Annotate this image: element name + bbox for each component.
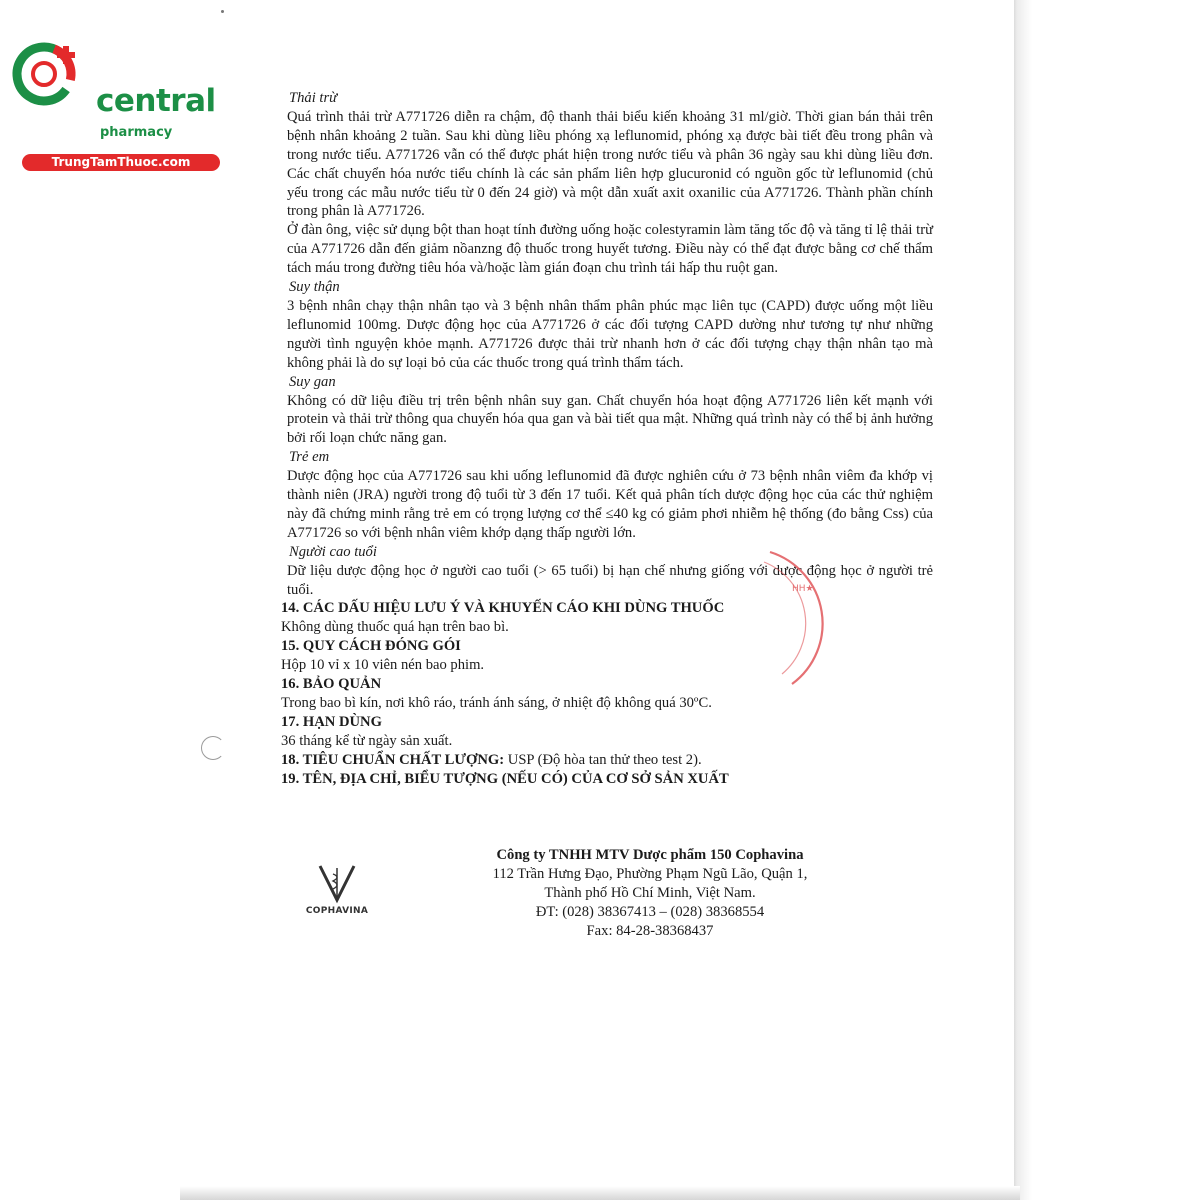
punch-hole-mark (201, 736, 225, 760)
scan-speck (221, 10, 224, 13)
children-paragraph: Dược động học của A771726 sau khi uống leflunomid đã được nghiên cứu ở 73 bệnh nhân viêm đa khớp vị thành niên (JRA) người trong độ tuổi từ 3 đến 17 tuổi. Kết quả phân tích dược động học của các thử nghiệm này đã chứng minh rằng trẻ em có trọng lượng cơ thể ≤40 kg có giảm phơi nhiễm hệ thống (đo bằng Css) của A771726 so với bệnh nhân viêm khớp dạng thấp người lớn. (287, 468, 933, 541)
scan-edge-bottom (180, 1186, 1020, 1200)
section-14-text: Không dùng thuốc quá hạn trên bao bì. (281, 619, 509, 636)
red-seal-stamp (752, 548, 848, 688)
section-15-heading: 15. QUY CÁCH ĐÓNG GÓI (281, 638, 461, 655)
cophavina-logo-text: COPHAVINA (305, 906, 369, 916)
elimination-paragraph-1: Quá trình thải trừ A771726 diễn ra chậm, độ thanh thải biểu kiến khoảng 31 ml/giờ. Thời gian bán thải trên bệnh nhân khoảng 2 tuần. Sau khi dùng liều phóng xạ leflunomid, phóng xạ được bài tiết đều trong phân và trong nước tiểu. A771726 vẫn có thể được phát hiện trong nước tiểu và phân 36 ngày sau khi dùng liều đơn. Các chất chuyển hóa nước tiểu chính là các sản phẩm liên hợp glucuronid có nguồn gốc từ leflunomid (chủ yếu trong các mẫu nước tiểu từ 0 đến 24 giờ) và một dẫn xuất axit oxanilic của A771726. Thành phần chính trong phân là A771726. (287, 108, 933, 220)
renal-subheading: Suy thận (289, 279, 340, 296)
section-15-text: Hộp 10 vỉ x 10 viên nén bao phim. (281, 657, 485, 674)
central-logo-icon (10, 36, 90, 116)
brand-name: central (96, 83, 216, 119)
brand-tagline: pharmacy (100, 125, 173, 140)
elderly-subheading: Người cao tuổi (289, 543, 377, 560)
section-16-text: Trong bao bì kín, nơi khô ráo, tránh ánh sáng, ở nhiệt độ không quá 30ºC. (281, 695, 712, 711)
section-16-heading: 16. BẢO QUẢN (281, 676, 382, 693)
scan-edge-right (1014, 0, 1200, 1200)
section-14-heading: 14. CÁC DẤU HIỆU LƯU Ý VÀ KHUYẾN CÁO KHI DÙNG THUỐC (281, 600, 725, 617)
central-pharmacy-logo (10, 36, 216, 169)
section-19-heading: 19. TÊN, ĐỊA CHỈ, BIỂU TƯỢNG (NẾU CÓ) CỦA CƠ SỞ SẢN XUẤT (281, 770, 729, 787)
hepatic-paragraph: Không có dữ liệu điều trị trên bệnh nhân suy gan. Chất chuyển hóa hoạt động A771726 liên kết mạnh với protein và thải trừ thông qua chuyển hóa qua gan và bài tiết qua mật. Những quá trình này có thể bị ảnh hưởng bởi rối loạn chức năng gan. (287, 392, 933, 447)
manufacturer-address-2: Thành phố Hồ Chí Minh, Việt Nam. (544, 884, 756, 901)
hepatic-subheading: Suy gan (289, 373, 336, 390)
children-subheading: Trẻ em (289, 449, 330, 466)
stamp-text: HH★ (792, 584, 814, 594)
elimination-paragraph-2: Ở đàn ông, việc sử dụng bột than hoạt tính đường uống hoặc colestyramin làm tăng tốc độ và tăng tỉ lệ thải trừ của A771726 dẫn đến giảm nồanzng độ thuốc trong huyết tương. Điều này có thể đạt được bằng cơ chế thẩm tách máu trong đường tiêu hóa và/hoặc làm gián đoạn chu trình tái hấp thu ruột gan. (287, 222, 933, 277)
renal-paragraph: 3 bệnh nhân chạy thận nhân tạo và 3 bệnh nhân thẩm phân phúc mạc liên tục (CAPD) được uống một liều leflunomid 100mg. Dược động học của A771726 ở các đối tượng CAPD dường như tương tự như những người tình nguyện khỏe mạnh. A771726 được thải trừ nhanh hơn ở các đối tượng chạy thận nhân tạo mà không phải là do sự loại bỏ của các thuốc trong quá trình thẩm tách. (287, 297, 933, 371)
manufacturer-company: Công ty TNHH MTV Dược phẩm 150 Cophavina (496, 847, 804, 863)
manufacturer-fax: Fax: 84-28-38368437 (586, 922, 714, 939)
section-18-heading: 18. TIÊU CHUẨN CHẤT LƯỢNG: (281, 751, 505, 768)
section-17-heading: 17. HẠN DÙNG (281, 713, 382, 730)
manufacturer-block (430, 846, 870, 941)
brand-website-link[interactable]: TrungTamThuoc.com (22, 154, 220, 171)
section-18 (281, 751, 933, 770)
cophavina-logo (298, 858, 376, 922)
elimination-subheading: Thải trừ (289, 90, 338, 106)
manufacturer-address-1: 112 Trần Hưng Đạo, Phường Phạm Ngũ Lão, Quận 1, (492, 865, 808, 882)
manufacturer-phone: ĐT: (028) 38367413 – (028) 38368554 (535, 903, 765, 920)
elderly-paragraph: Dữ liệu dược động học ở người cao tuổi (> 65 tuổi) bị hạn chế nhưng giống với dược động học ở người trẻ tuổi. (287, 562, 933, 598)
cophavina-emblem-icon (298, 858, 376, 906)
section-18-text: USP (Độ hòa tan thử theo test 2). (504, 751, 702, 768)
section-17-text: 36 tháng kể từ ngày sản xuất. (281, 732, 453, 749)
